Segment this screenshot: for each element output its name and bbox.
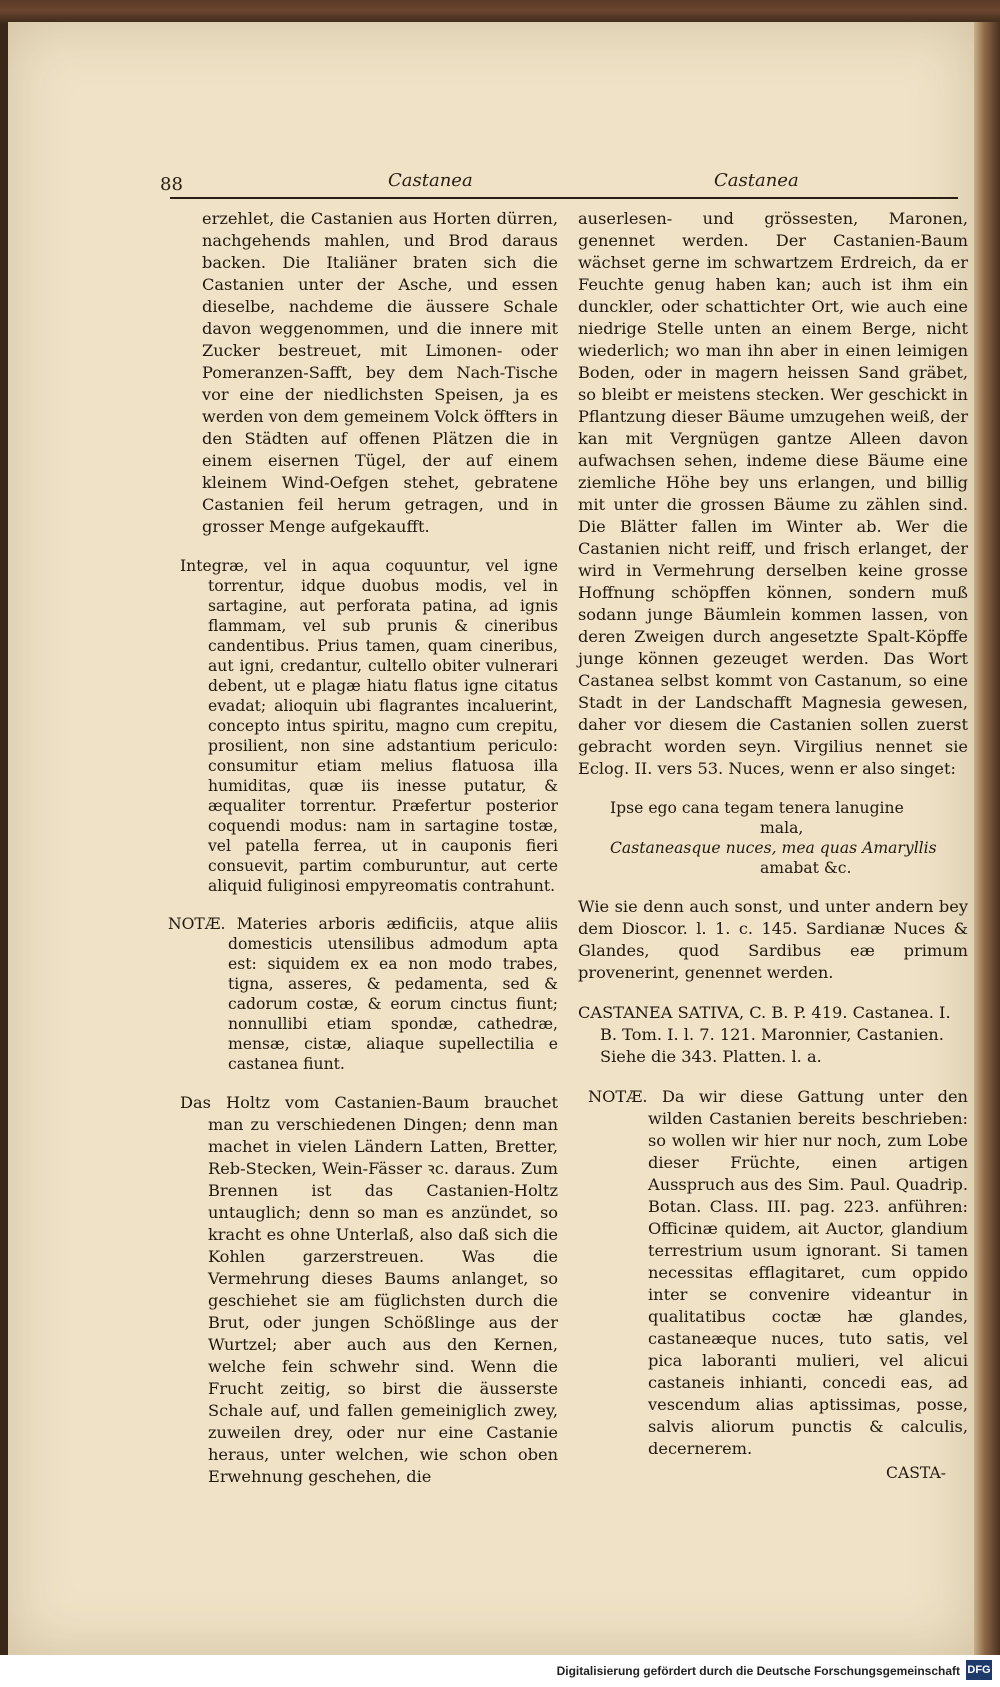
right-column [578,208,968,1482]
paragraph-dioscor: Wie sie denn auch sonst, und unter andern bey dem Dioscor. l. 1. c. 145. Sardianæ Nuces & Glandes, quod Sardibus eæ primum provenerint, genennet werden. [578,897,968,982]
header-rule [170,197,958,199]
book-top-edge [0,0,1000,24]
verse-line-cont: mala, [760,819,804,837]
book-page-edge [974,22,1000,1655]
catchword: CASTA- [886,1464,946,1482]
book-page [8,22,974,1655]
running-head-right: Castanea [714,170,799,191]
paragraph-german-maronen: auserlesen- und grössesten, Maronen, genennet werden. Der Castanien-Baum wächset gerne im schwartzem Erdreich, da er Feuchte genug haben kan; auch ist ihm ein dunckler, oder schattichter Ort, wie auch eine niedrige Stelle unten an einem Berge, nicht wiederlich; wo man ihn aber in einen leimigen Boden, oder in magern heissen Sand gräbet, so bleibt er meistens stecken. Wer geschickt in Pflantzung dieser Bäume umzugehen weiß, der kan mit Vergnügen gantze Alleen davon aufwachsen sehen, indeme diese Bäume eine ziemliche Höhe bey uns erlangen, und billig mit unter die grossen Bäume zu zählen sind. Die Blätter fallen im Winter ab. Wer die Castanien nicht reiff, und frisch erlanget, der wird in Vermehrung derselben keine grosse Hoffnung schöpffen können, sondern muß sodann junge Bäumlein kommen lassen, von deren Zweigen durch angesetzte Spalt-Köpffe junge können gezeuget werden. Das Wort Castanea selbst kommt von Castanum, so eine Stadt in der Landschafft Magnesia gewesen, daher vor diesem die Castanien sollen zuerst gebracht worden seyn. Virgilius nennet sie Eclog. II. vers 53. Nuces, wenn er also singet: [578,209,968,778]
verse-quotation [578,798,968,878]
page-header [8,164,974,194]
entry-castanea-sativa: CASTANEA SATIVA, C. B. P. 419. Castanea. I. B. Tom. I. l. 7. 121. Maronnier, Castanien. Siehe die 343. Platten. l. a. [578,1003,951,1066]
verse-line-cont: amabat &c. [760,859,852,877]
running-head-left: Castanea [388,170,473,191]
verse-line: Castaneasque nuces, mea quas Amaryllis [610,839,937,857]
dfg-logo-icon: DFG [966,1660,992,1680]
paragraph-latin-integrae: Integræ, vel in aqua coquuntur, vel igne torrentur, idque duobus modis, vel in sartagine, aut perforata patina, ad ignis flammam, vel sub prunis & cineribus candentibus. Prius tamen, quam cineribus, aut igni, credantur, cultello obiter vulnerari debent, ut e plagæ hiatu flatus igne citatus evadat; alioquin ubi flagrantes incaluerint, concepto intus spiritu, magno cum crepitu, prosilient, non sine adstantium periculo: consumitur etiam melius flatuosa illa humiditas, quæ iis inesse putatur, & æqualiter torrentur. Præfertur posterior coquendi modus: nam in sartagine tostæ, vel patella ferrea, ut in cauponis fieri consuevit, partim comburuntur, aut certe aliquid fuliginosi empyreomatis contrahunt. [180,557,558,895]
paragraph-german-holtz: Das Holtz vom Castanien-Baum brauchet man zu verschiedenen Dingen; denn man machet in vielen Ländern Latten, Bretter, Reb-Stecken, Wein-Fässer ꝛc. daraus. Zum Brennen ist das Castanien-Holtz untauglich; denn so man es anzündet, so kracht es ohne Unterlaß, also daß sich die Kohlen garzerstreuen. Was die Vermehrung dieses Baums anlanget, so geschiehet sie am füglichsten durch die Brut, oder jungen Schößlinge aus der Wurtzel; aber auch aus den Kernen, welche fein schwehr sind. Wenn die Frucht zeitig, so birst die äusserste Schale auf, und fallen gemeiniglich zwey, zuweilen drey, oder nur eine Castanie heraus, unter welchen, wie schon oben Erwehnung geschehen, die [180,1093,558,1486]
footer-credit: Digitalisierung gefördert durch die Deutsche Forschungsgemeinschaft [556,1664,960,1678]
paragraph-notae-latin: NOTÆ. Materies arboris ædificiis, atque aliis domesticis utensilibus admodum apta est: siquidem ex ea non modo trabes, tigna, asseres, & pedamenta, sed & cadorum costæ, & eorum cinctus fiunt; nonnullibi etiam spondæ, cathedræ, mensæ, cistæ, aliaque supellectilia e castanea fiunt. [168,915,558,1073]
verse-line: Ipse ego cana tegam tenera lanugine [610,799,904,817]
paragraph-notae-german: NOTÆ. Da wir diese Gattung unter den wilden Castanien bereits beschrieben: so wollen wir hier nur noch, zum Lobe dieser Früchte, einen artigen Ausspruch aus des Sim. Paul. Quadrip. Botan. Class. III. pag. 223. anführen: Officinæ quidem, ait Auctor, glandium terrestrium usum ignorant. Si tamen necessitas efflagitaret, cum oppido inter se convenire videantur in qualitatibus coctæ hæ glandes, castaneæque nuces, tuto satis, vel pica laboranti mulieri, vel alicui castaneis inhianti, concedi eas, ad vescendum alias aptissimas, posse, salvis aliorum punctis & calculis, decernerem. [588,1087,968,1458]
paragraph-german-roasting: erzehlet, die Castanien aus Horten dürren, nachgehends mahlen, und Brod daraus backen. Die Italiäner braten sich die Castanien unter der Asche, und essen dieselbe, nachdeme die äussere Schale davon weggenommen, und die innere mit Zucker bestreuet, mit Limonen- oder Pomeranzen-Safft, bey dem Nach-Tische vor eine der niedlichsten Speisen, ja es werden von dem gemeinem Volck öffters in den Städten auf offenen Plätzen die in einem eisernen Tügel, der auf einem kleinem Wind-Oefgen stehet, gebratene Castanien feil herum getragen, und in grosser Menge aufgekaufft. [202,209,558,536]
page-number: 88 [160,174,183,195]
left-column [158,208,558,1506]
